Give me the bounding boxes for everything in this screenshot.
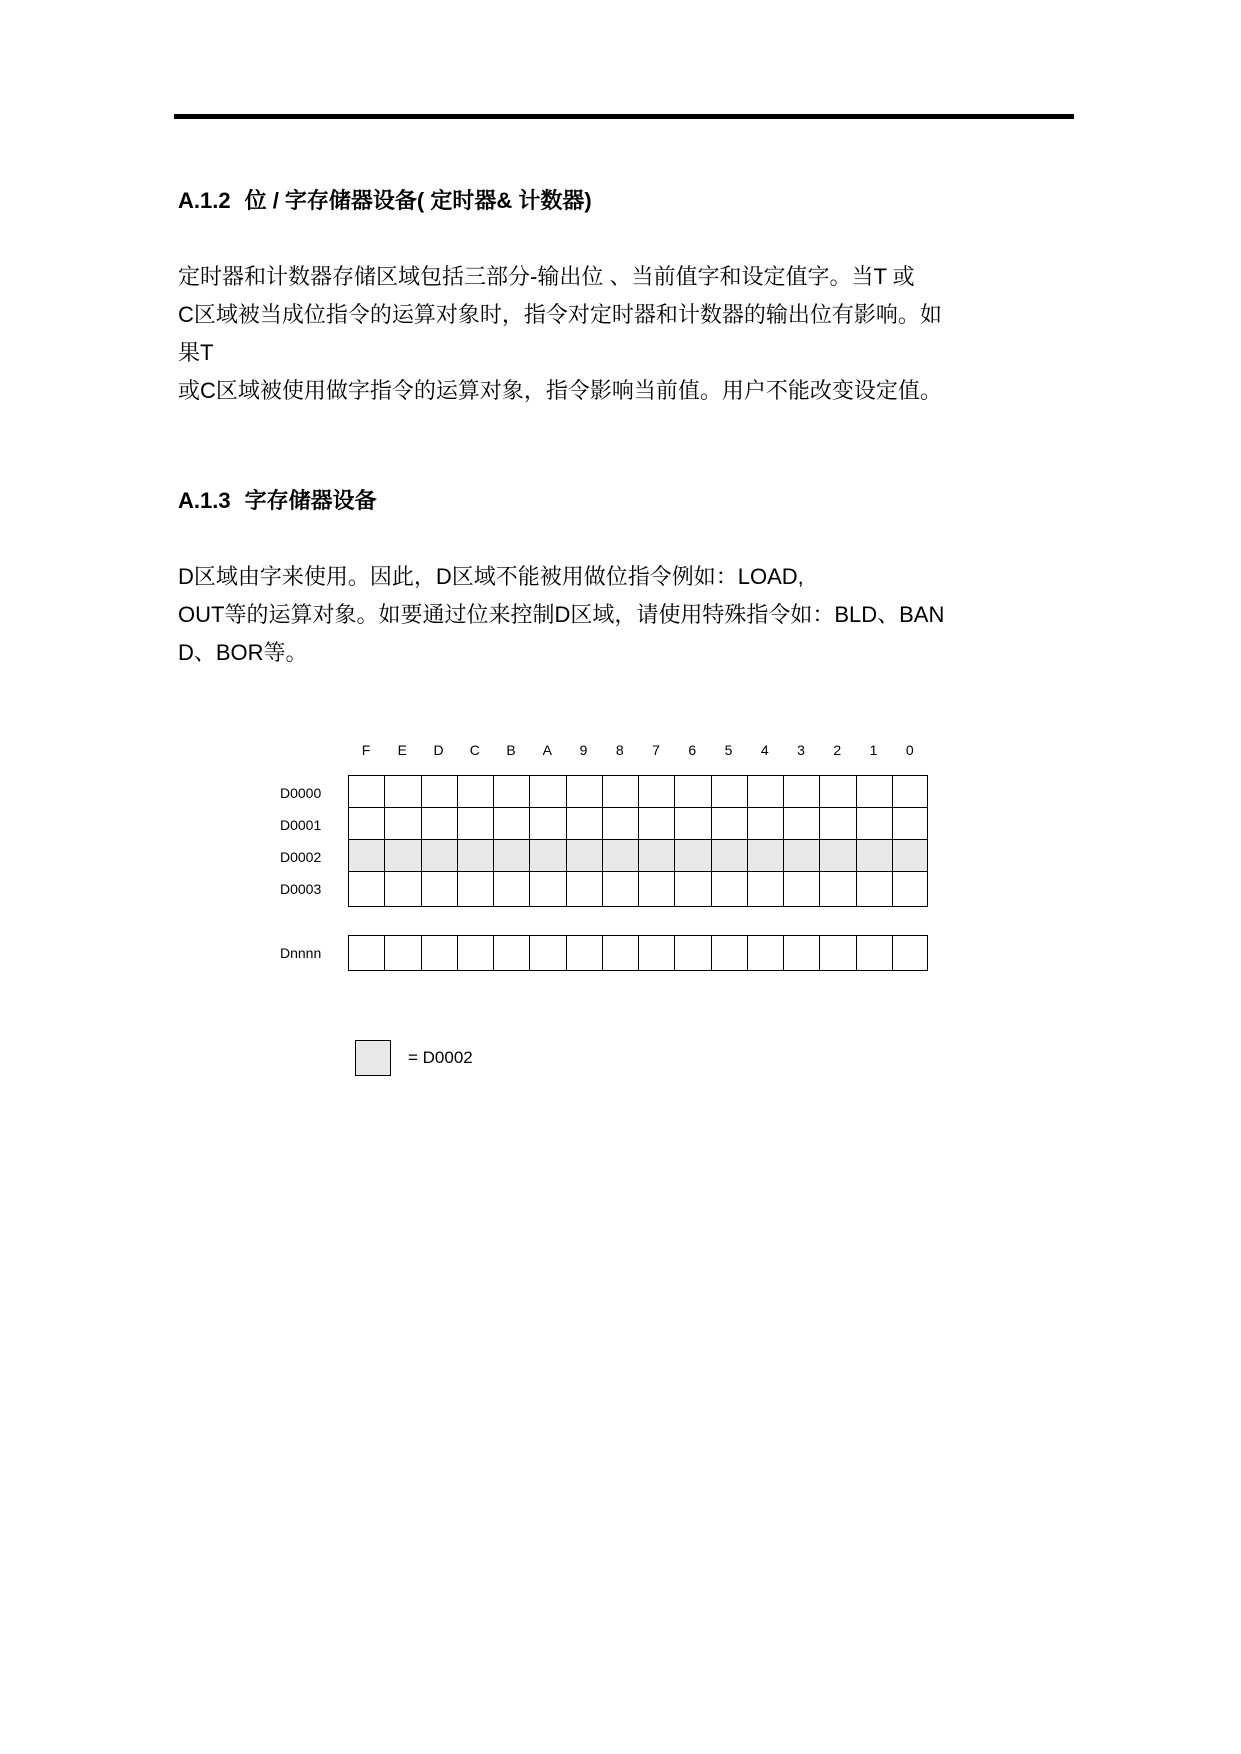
bit-cell <box>674 839 710 875</box>
bit-cell <box>493 871 529 907</box>
bit-cell <box>348 871 384 907</box>
bit-cell <box>638 807 674 843</box>
bit-header: 0 <box>905 742 914 758</box>
bit-cell <box>674 871 710 907</box>
bit-cell <box>892 839 928 875</box>
bit-cell <box>384 871 420 907</box>
register-row <box>348 775 928 811</box>
bit-header: 8 <box>615 742 624 758</box>
bit-cell <box>421 871 457 907</box>
bit-cell <box>674 807 710 843</box>
register-row-label: D0001 <box>280 817 322 833</box>
register-row-label: D0002 <box>280 849 322 865</box>
bit-cell <box>529 871 565 907</box>
bit-header: 6 <box>688 742 697 758</box>
bit-header: F <box>361 742 371 758</box>
bit-cell <box>457 871 493 907</box>
bit-cell <box>348 935 384 971</box>
paragraph-line: 或C区域被使用做字指令的运算对象，指令影响当前值。用户不能改变设定值。 <box>178 378 942 403</box>
bit-cell <box>783 839 819 875</box>
section-number: A.1.3 <box>178 488 231 513</box>
bit-cell <box>529 807 565 843</box>
bit-header: 9 <box>579 742 588 758</box>
paragraph-line: D区域由字来使用。因此，D区域不能被用做位指令例如：LOAD, <box>178 564 804 589</box>
bit-header: 5 <box>724 742 733 758</box>
section-title: 位 / 字存储器设备( 定时器& 计数器) <box>244 188 592 213</box>
section-paragraph-a113 <box>178 558 1078 672</box>
paragraph-line: 果T <box>178 340 214 365</box>
bit-cell <box>493 775 529 811</box>
bit-header: D <box>433 742 444 758</box>
bit-cell <box>819 839 855 875</box>
register-row-label: D0000 <box>280 785 322 801</box>
bit-cell <box>892 807 928 843</box>
bit-cell <box>493 839 529 875</box>
register-row <box>348 839 928 875</box>
bit-cell <box>819 871 855 907</box>
bit-header: A <box>542 742 552 758</box>
bit-cell <box>856 935 892 971</box>
bit-cell <box>819 935 855 971</box>
bit-cell <box>638 839 674 875</box>
bit-cell <box>674 935 710 971</box>
bit-cell <box>566 839 602 875</box>
bit-cell <box>566 775 602 811</box>
bit-cell <box>457 839 493 875</box>
bit-cell <box>711 935 747 971</box>
bit-cell <box>747 935 783 971</box>
register-row <box>348 807 928 843</box>
bit-cell <box>892 935 928 971</box>
section-heading-a112 <box>178 186 592 216</box>
bit-cell <box>747 839 783 875</box>
bit-cell <box>421 775 457 811</box>
legend-text: = D0002 <box>408 1048 473 1067</box>
bit-header: B <box>506 742 516 758</box>
bit-cell <box>529 839 565 875</box>
bit-cell <box>783 871 819 907</box>
bit-cell <box>348 839 384 875</box>
legend-swatch <box>355 1040 391 1076</box>
register-row-label: D0003 <box>280 881 322 897</box>
bit-cell <box>819 807 855 843</box>
bit-cell <box>566 871 602 907</box>
bit-cell <box>529 775 565 811</box>
bit-cell <box>602 871 638 907</box>
bit-cell <box>384 807 420 843</box>
bit-header: C <box>469 742 480 758</box>
bit-cell <box>493 807 529 843</box>
paragraph-line: D、BOR等。 <box>178 640 308 665</box>
section-number: A.1.2 <box>178 188 231 213</box>
bit-cell <box>747 871 783 907</box>
bit-cell <box>856 871 892 907</box>
register-row-label: Dnnnn <box>280 945 322 961</box>
bit-cell <box>384 935 420 971</box>
section-paragraph-a112 <box>178 258 1078 410</box>
bit-cell <box>566 807 602 843</box>
bit-cell <box>529 935 565 971</box>
bit-cell <box>457 807 493 843</box>
bit-cell <box>348 807 384 843</box>
bit-cell <box>711 839 747 875</box>
bit-cell <box>819 775 855 811</box>
register-row <box>348 935 928 971</box>
paragraph-line: 定时器和计数器存储区域包括三部分-输出位 、当前值字和设定值字。当T 或 <box>178 264 915 289</box>
bit-header: 4 <box>760 742 769 758</box>
bit-cell <box>783 935 819 971</box>
bit-cell <box>421 935 457 971</box>
section-heading-a113 <box>178 486 377 516</box>
bit-cell <box>566 935 602 971</box>
paragraph-line: C区域被当成位指令的运算对象时，指令对定时器和计数器的输出位有影响。如 <box>178 302 942 327</box>
bit-header: 2 <box>833 742 842 758</box>
bit-header: 1 <box>869 742 878 758</box>
bit-cell <box>892 775 928 811</box>
bit-header: E <box>397 742 407 758</box>
bit-cell <box>856 775 892 811</box>
bit-cell <box>747 775 783 811</box>
bit-cell <box>674 775 710 811</box>
bit-header: 3 <box>797 742 805 758</box>
bit-header: 7 <box>652 742 660 758</box>
top-rule <box>174 114 1074 119</box>
bit-cell <box>892 871 928 907</box>
bit-cell <box>602 775 638 811</box>
bit-cell <box>457 775 493 811</box>
bit-cell <box>747 807 783 843</box>
bit-cell <box>783 775 819 811</box>
register-row <box>348 871 928 907</box>
bit-cell <box>638 871 674 907</box>
bit-cell <box>602 935 638 971</box>
bit-cell <box>856 839 892 875</box>
section-title: 字存储器设备 <box>244 488 377 513</box>
bit-cell <box>783 807 819 843</box>
bit-cell <box>457 935 493 971</box>
bit-cell <box>711 775 747 811</box>
bit-cell <box>602 807 638 843</box>
register-diagram <box>280 740 940 1100</box>
bit-cell <box>493 935 529 971</box>
bit-cell <box>384 839 420 875</box>
bit-cell <box>638 775 674 811</box>
bit-cell <box>602 839 638 875</box>
paragraph-line: OUT等的运算对象。如要通过位来控制D区域，请使用特殊指令如：BLD、BAN <box>178 602 945 627</box>
bit-cell <box>421 839 457 875</box>
bit-cell <box>348 775 384 811</box>
bit-cell <box>711 871 747 907</box>
bit-cell <box>421 807 457 843</box>
bit-cell <box>384 775 420 811</box>
bit-cell <box>638 935 674 971</box>
bit-cell <box>711 807 747 843</box>
bit-cell <box>856 807 892 843</box>
